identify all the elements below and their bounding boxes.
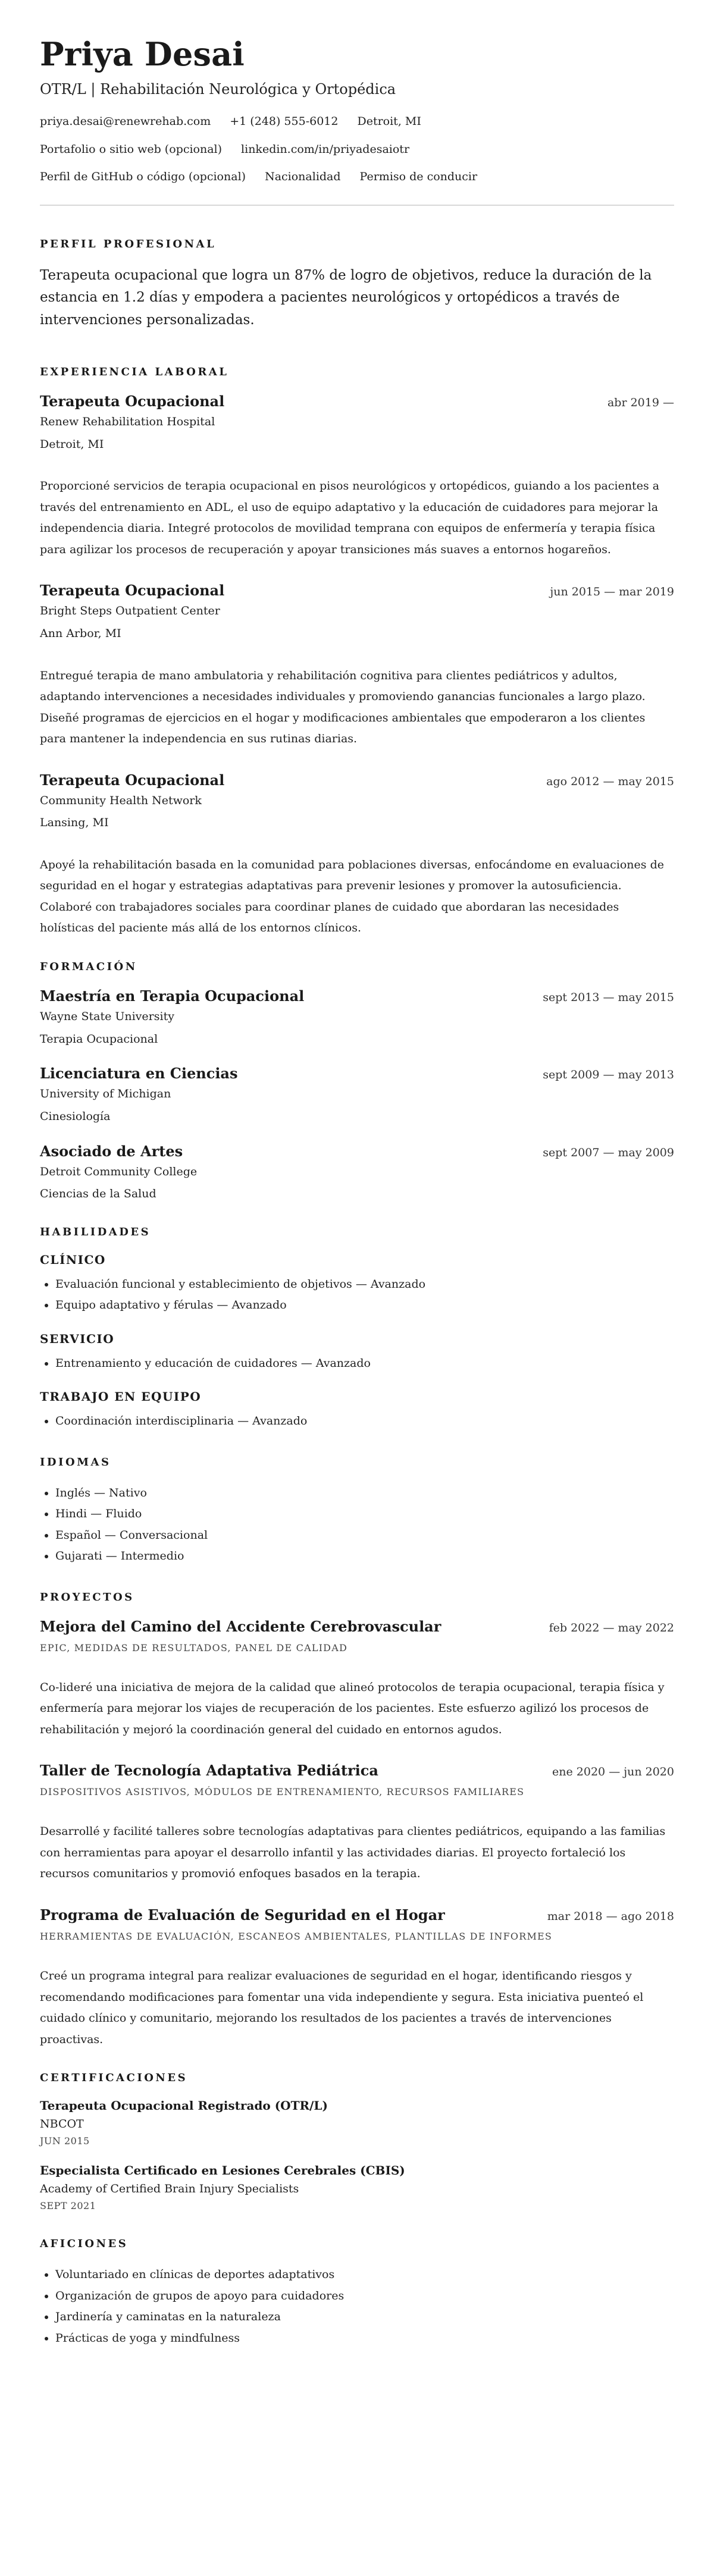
driving-license: Permiso de conducir	[359, 170, 478, 184]
hobby-item: • Voluntariado en clínicas de deportes adaptativos	[55, 2264, 674, 2286]
project-dates: ene 2020 — jun 2020	[552, 1765, 674, 1779]
candidate-subtitle: OTR/L | Rehabilitación Neurológica y Ortopédica	[40, 81, 396, 98]
certifications-section	[40, 2072, 674, 2211]
summary-text: Terapeuta ocupacional que logra un 87% de logro de objetivos, reduce la duración de la estancia en 1.2 días y empodera a pacientes neurológicos y ortopédicos a través de intervenciones personalizadas.	[40, 268, 652, 328]
degree-name: Licenciatura en Ciencias	[40, 1065, 238, 1083]
project-entry	[40, 1906, 674, 2050]
certification-issuer: Academy of Certified Brain Injury Specialists	[40, 2182, 299, 2196]
hobby-item: • Jardinería y caminatas en la naturaleza	[55, 2307, 674, 2328]
education-entry	[40, 1143, 674, 1202]
education-dates: sept 2013 — may 2015	[543, 990, 674, 1004]
project-tags: EPIC, MEDIDAS DE RESULTADOS, PANEL DE CALIDAD	[40, 1642, 347, 1653]
experience-entry	[40, 393, 674, 560]
hobby-item: • Organización de grupos de apoyo para cuidadores	[55, 2286, 674, 2307]
languages-section-title: IDIOMAS	[40, 1455, 111, 1469]
school-name: Wayne State University	[40, 1009, 174, 1023]
email-link[interactable]: priya.desai@renewrehab.com	[40, 115, 211, 128]
field-of-study: Ciencias de la Salud	[40, 1187, 156, 1201]
certifications-section-title: CERTIFICACIONES	[40, 2072, 188, 2085]
project-entry	[40, 1618, 674, 1741]
project-entry	[40, 1762, 674, 1885]
hobby-item: • Prácticas de yoga y mindfulness	[55, 2328, 674, 2349]
skills-section	[40, 1226, 674, 1432]
education-entry	[40, 1065, 674, 1124]
field-of-study: Cinesiología	[40, 1109, 111, 1123]
language-item: • Hindi — Fluido	[55, 1504, 674, 1525]
job-title: Terapeuta Ocupacional	[40, 582, 225, 600]
job-title: Terapeuta Ocupacional	[40, 771, 225, 789]
skill-group-title: SERVICIO	[40, 1331, 115, 1346]
certification-date: JUN 2015	[40, 2135, 90, 2147]
job-dates: jun 2015 — mar 2019	[550, 585, 674, 599]
certification-entry	[40, 2098, 674, 2147]
location: Detroit, MI	[357, 115, 421, 128]
experience-entry	[40, 582, 674, 749]
project-name: Taller de Tecnología Adaptativa Pediátrica	[40, 1762, 378, 1780]
experience-section-title: EXPERIENCIA LABORAL	[40, 365, 229, 378]
education-dates: sept 2007 — may 2009	[543, 1146, 674, 1159]
education-dates: sept 2009 — may 2013	[543, 1068, 674, 1082]
job-location: Detroit, MI	[40, 437, 104, 451]
certification-issuer: NBCOT	[40, 2117, 84, 2131]
github-link[interactable]: Perfil de GitHub o código (opcional)	[40, 170, 246, 184]
project-dates: feb 2022 — may 2022	[549, 1621, 674, 1634]
skill-group-title: TRABAJO EN EQUIPO	[40, 1389, 202, 1404]
degree-name: Maestría en Terapia Ocupacional	[40, 987, 305, 1005]
portfolio-link[interactable]: Portafolio o sitio web (opcional)	[40, 142, 223, 156]
project-tags: HERRAMIENTAS DE EVALUACIÓN, ESCANEOS AMBIENTALES, PLANTILLAS DE INFORMES	[40, 1931, 553, 1942]
employer: Renew Rehabilitation Hospital	[40, 415, 215, 428]
project-description: Desarrollé y facilité talleres sobre tecnologías adaptativas para clientes pediátricos, equipando a las familias con herramientas para apoyar el desarrollo infantil y las actividades diarias. El proyecto fortaleció los recursos comunitarios y promovió enfoques basados en la terapia.	[40, 1825, 666, 1881]
job-location: Ann Arbor, MI	[40, 626, 121, 640]
job-description: Entregué terapia de mano ambulatoria y rehabilitación cognitiva para clientes pediátricos y adultos, adaptando intervenciones a necesidades individuales y promoviendo ganancias funcionales a largo plazo. Diseñé programas de ejercicios en el hogar y modificaciones ambientales que empoderaron a los clientes para mantener la independencia en sus rutinas diarias.	[40, 669, 646, 746]
job-dates: ago 2012 — may 2015	[546, 774, 674, 788]
phone-number[interactable]: +1 (248) 555-6012	[230, 115, 339, 128]
project-name: Mejora del Camino del Accidente Cerebrovascular	[40, 1617, 441, 1635]
contact-row-primary	[40, 114, 674, 129]
certification-date: SEPT 2021	[40, 2200, 96, 2212]
degree-name: Asociado de Artes	[40, 1142, 183, 1160]
school-name: Detroit Community College	[40, 1165, 198, 1178]
project-dates: mar 2018 — ago 2018	[547, 1910, 674, 1923]
hobbies-section-title: AFICIONES	[40, 2238, 129, 2251]
experience-entry	[40, 771, 674, 939]
contact-row-extra	[40, 170, 674, 184]
job-dates: abr 2019 —	[607, 396, 674, 409]
summary-section-title: PERFIL PROFESIONAL	[40, 238, 217, 251]
skill-list	[40, 1274, 674, 1316]
skill-item: • Equipo adaptativo y férulas — Avanzado	[55, 1295, 674, 1316]
skill-item: • Coordinación interdisciplinaria — Avanzado	[55, 1411, 674, 1432]
job-title: Terapeuta Ocupacional	[40, 392, 225, 410]
contact-row-links	[40, 142, 674, 157]
field-of-study: Terapia Ocupacional	[40, 1032, 158, 1046]
project-tags: DISPOSITIVOS ASISTIVOS, MÓDULOS DE ENTRENAMIENTO, RECURSOS FAMILIARES	[40, 1786, 525, 1798]
language-item: • Español — Conversacional	[55, 1525, 674, 1546]
language-item: • Inglés — Nativo	[55, 1483, 674, 1504]
certification-entry	[40, 2163, 674, 2211]
skill-group-title: CLÍNICO	[40, 1252, 106, 1267]
employer: Community Health Network	[40, 793, 202, 807]
employer: Bright Steps Outpatient Center	[40, 604, 220, 618]
hobby-list	[40, 2264, 674, 2349]
skill-item: • Evaluación funcional y establecimiento de objetivos — Avanzado	[55, 1274, 674, 1295]
skills-section-title: HABILIDADES	[40, 1225, 151, 1238]
school-name: University of Michigan	[40, 1087, 171, 1101]
education-entry	[40, 987, 674, 1047]
languages-section	[40, 1456, 674, 1567]
projects-section	[40, 1591, 674, 2050]
project-description: Co-lideré una iniciativa de mejora de la calidad que alineó protocolos de terapia ocupacional, terapia física y enfermería para mejorar los viajes de recuperación de los pacientes. Este esfuerzo agilizó los procesos de rehabilitación y mejoró la coordinación general del cuidado en entornos agudos.	[40, 1680, 665, 1736]
candidate-name: Priya Desai	[40, 35, 245, 73]
experience-section	[40, 366, 674, 939]
project-name: Programa de Evaluación de Seguridad en el Hogar	[40, 1906, 445, 1924]
skill-list	[40, 1411, 674, 1432]
skill-list	[40, 1353, 674, 1375]
job-location: Lansing, MI	[40, 816, 109, 830]
language-list	[40, 1483, 674, 1567]
nationality: Nacionalidad	[265, 170, 341, 184]
job-description: Apoyé la rehabilitación basada en la comunidad para poblaciones diversas, enfocándome en evaluaciones de seguridad en el hogar y estrategias adaptativas para prevenir lesiones y promover la autosuficiencia. Colaboré con trabajadores sociales para coordinar planes de cuidado que abordaran las necesidades holísticas del paciente más allá de los entornos clínicos.	[40, 858, 664, 935]
certification-name: Terapeuta Ocupacional Registrado (OTR/L)	[40, 2098, 328, 2113]
hobbies-section	[40, 2238, 674, 2349]
linkedin-link[interactable]: linkedin.com/in/priyadesaiotr	[241, 142, 410, 156]
projects-section-title: PROYECTOS	[40, 1590, 134, 1604]
project-description: Creé un programa integral para realizar evaluaciones de seguridad en el hogar, identificando riesgos y recomendando modificaciones para fomentar una vida independiente y segura. Esta iniciativa puenteó el cuidado clínico y comunitario, mejorando los resultados de los pacientes a través de intervenciones proactivas.	[40, 1969, 644, 2046]
education-section	[40, 961, 674, 1202]
skill-item: • Entrenamiento y educación de cuidadores — Avanzado	[55, 1353, 674, 1375]
language-item: • Gujarati — Intermedio	[55, 1546, 674, 1567]
job-description: Proporcioné servicios de terapia ocupacional en pisos neurológicos y ortopédicos, guiando a los pacientes a través del entrenamiento en ADL, el uso de equipo adaptativo y la educación de cuidadores para mejorar la independencia diaria. Integré protocolos de movilidad temprana con equipos de enfermería y terapia física para agilizar los procesos de recuperación y apoyar transiciones más suaves a entornos hogareños.	[40, 479, 660, 556]
certification-name: Especialista Certificado en Lesiones Cerebrales (CBIS)	[40, 2163, 405, 2178]
header-divider	[40, 205, 674, 206]
education-section-title: FORMACIÓN	[40, 960, 137, 973]
